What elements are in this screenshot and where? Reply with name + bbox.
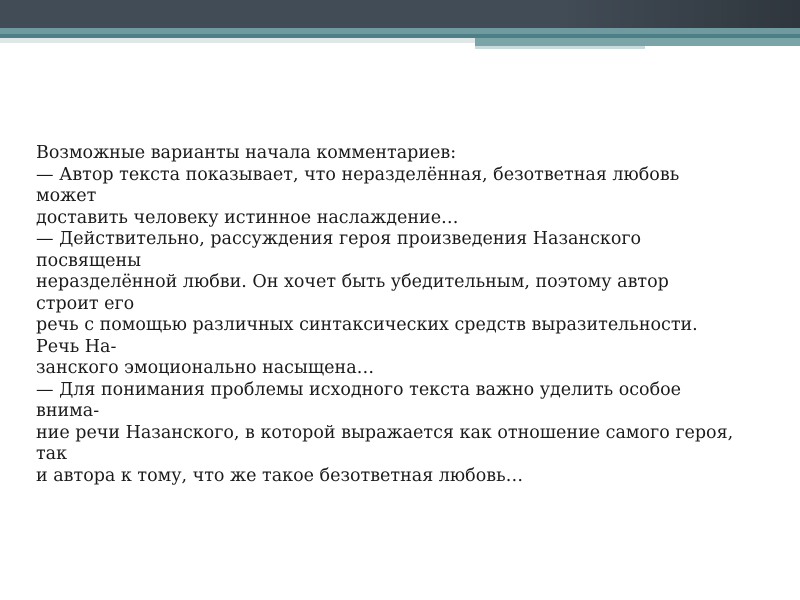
text-line: неразделённой любви. Он хочет быть убедительным, поэтому автор строит его xyxy=(36,272,669,314)
header-band-accent-line xyxy=(475,46,645,49)
header-band-light xyxy=(0,38,475,43)
text-line: — Для понимания проблемы исходного текста важно уделить особое внима- xyxy=(36,379,682,421)
text-line: речь с помощью различных синтаксических средств выразительности. Речь На- xyxy=(36,315,698,357)
text-line: — Действительно, рассуждения героя произведения Назанского посвящены xyxy=(36,229,642,271)
header-band-shade xyxy=(560,0,800,28)
text-line: и автора к тому, что же такое безответная любовь… xyxy=(36,465,524,486)
text-line: занского эмоционально насыщена… xyxy=(36,358,375,378)
slide-body-text xyxy=(36,143,736,487)
text-line-intro: Возможные варианты начала комментариев: xyxy=(36,143,457,163)
text-line: — Автор текста показывает, что неразделённая, безответная любовь может xyxy=(36,164,680,206)
text-line: доставить человеку истинное наслаждение… xyxy=(36,207,459,228)
header-band-accent xyxy=(475,38,800,46)
text-line: ние речи Назанского, в которой выражается как отношение самого героя, так xyxy=(36,422,734,464)
